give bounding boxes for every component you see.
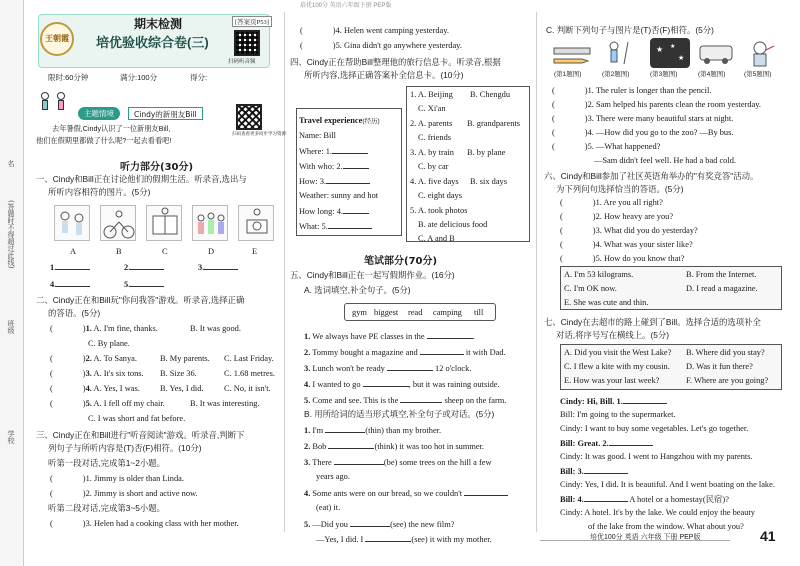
q6-question-2[interactable]: ( )2. How heavy are you? <box>560 212 674 221</box>
q2-row-1-c: C. By plane. <box>88 339 130 348</box>
q2-row-2[interactable]: ( )2. A. To Sanya. <box>50 354 137 363</box>
q2-row-5[interactable]: ( )5. A. I fell off my chair. <box>50 399 165 408</box>
q7-opt-f: F. Where are you going? <box>686 376 769 385</box>
opt-4b: B. six days <box>470 177 507 186</box>
q3-part-2: 听第二段对话,完成第3~5小题。 <box>48 503 166 513</box>
q3-part-1: 听第一段对话,完成第1~2小题。 <box>48 458 166 468</box>
q7-opt-c: C. I flew a kite with my cousin. <box>564 362 670 371</box>
ruler-icon <box>552 42 592 66</box>
q1-stem-1: 一、Cindy和Bill正在讨论他们的假期生活。听录音,选出与 <box>36 174 247 184</box>
letter-a: A <box>70 247 77 256</box>
q2-row-2-c: C. Last Friday. <box>224 354 274 363</box>
opt-3b: B. by plane <box>467 148 506 157</box>
c-item-5[interactable]: ( )5. —What happened? <box>552 142 661 151</box>
card-title: Travel experience(经历) <box>299 116 380 125</box>
exam-subtitle: 培优验收综合卷(三) <box>96 35 209 50</box>
opt-5a: 5. A. took photos <box>410 206 468 215</box>
q5-part-c: C. 判断下列句子与图片是(T)否(F)相符。(5分) <box>546 25 714 35</box>
q2-row-1[interactable]: ( )1. A. I'm fine, thanks. <box>50 324 158 333</box>
dialogue-4[interactable]: Bill: Great. 2. <box>560 438 653 448</box>
caption-5: (第5题图) <box>744 71 772 78</box>
letter-d: D <box>208 247 215 256</box>
card-name: Name: Bill <box>299 131 336 140</box>
camera-icon <box>239 206 275 242</box>
q2-row-4-b: B. Yes, I did. <box>160 384 204 393</box>
q2-row-2-b: B. My parents. <box>160 354 210 363</box>
a-sentence-3[interactable]: 3. Lunch won't be ready 12 o'clock. <box>304 364 472 373</box>
stars-icon <box>650 38 690 68</box>
q3-item-1[interactable]: ( )1. Jimmy is older than Linda. <box>50 474 184 483</box>
qr-code-icon[interactable] <box>234 30 260 56</box>
ruler-pencil-picture <box>552 42 592 66</box>
q4-stem-2: 所听内容,选择正确答案补全信息卡。(10分) <box>304 70 464 80</box>
page-number: 41 <box>760 528 776 544</box>
q1-blank-5[interactable]: 5. <box>124 279 164 289</box>
exam-title: 期末检测 <box>134 17 183 31</box>
column-divider-1 <box>284 12 285 532</box>
word-2: biggest <box>374 308 399 317</box>
q2-row-5-c: C. I was short and fat before. <box>88 414 186 423</box>
opt-5b: B. ate delicious food <box>418 220 488 229</box>
b-sentence-3-cont: years ago. <box>316 472 350 481</box>
word-3: read <box>408 308 423 317</box>
theme-label: 主题情境 <box>78 107 120 120</box>
intro-line-2: 他们在假期里都做了什么呢?一起去看看吧! <box>36 136 172 145</box>
b-sentence-3[interactable]: 3. There (be) some trees on the hill a few <box>304 458 492 467</box>
qr2-caption: 扫码查看更多同步学习资源 <box>232 131 286 136</box>
opt-4a: 4. A. five days <box>410 177 459 186</box>
opt-3c: C. by car <box>418 162 449 171</box>
girl-illustration-icon <box>54 92 68 112</box>
a-sentence-2[interactable]: 2. Tommy bought a magazine and it with Dad. <box>304 348 506 357</box>
a-sentence-5[interactable]: 5. Come and see. This is the sheep on the farm. <box>304 396 507 405</box>
dialogue-3: Cindy: I want to buy some vegetables. Let's go together. <box>560 424 749 433</box>
footer-text: 培优100分 英语 六年级 下册 PEP版 <box>590 534 701 541</box>
svg-text:★: ★ <box>678 54 685 62</box>
q6-answer-b: B. From the Internet. <box>686 270 757 279</box>
word-5: till <box>474 308 484 317</box>
card-where[interactable]: Where: 1. <box>299 146 368 156</box>
q6-question-3[interactable]: ( )3. What did you do yesterday? <box>560 226 698 235</box>
q1-stem-2: 所听内容相符的图片。(5分) <box>48 187 151 197</box>
letter-b: B <box>116 247 122 256</box>
top-strip: 培优100分 英语六年级下册 PEP版 <box>300 3 392 9</box>
q1-blank-3[interactable]: 3. <box>198 262 238 272</box>
margin-name: 名 <box>7 160 15 167</box>
q6-question-1[interactable]: ( )1. Are you all right? <box>560 198 663 207</box>
time-limit: 限时:60分钟 <box>48 73 89 82</box>
q6-stem-2: 为下列问句选择恰当的答语。(5分) <box>556 184 684 194</box>
q1-blank-4[interactable]: 4. <box>50 279 90 289</box>
opt-1c: C. Xi'an <box>418 104 446 113</box>
card-what[interactable]: What: 5. <box>299 221 372 231</box>
binding-margin <box>0 0 24 566</box>
b-sentence-5-reply[interactable]: —Yes, I did. I (see) it with my mother. <box>316 535 492 544</box>
q7-stem-2: 对话,将序号写在横线上。(5分) <box>556 330 670 340</box>
q2-row-4[interactable]: ( )4. A. Yes, I was. <box>50 384 140 393</box>
q7-opt-d: D. Was it fun there? <box>686 362 753 371</box>
q7-opt-e: E. How was your last week? <box>564 376 660 385</box>
q7-stem-1: 七、Cindy在去超市的路上碰到了Bill。选择合适的选项补全 <box>544 317 761 327</box>
opt-3a: 3. A. by train <box>410 148 454 157</box>
caption-3: (第3题图) <box>650 71 678 78</box>
intro-line-1: 去年暑假,Cindy认识了一位新朋友Bill, <box>52 124 171 133</box>
opt-1b: B. Chengdu <box>470 90 511 99</box>
q6-answer-a: A. I'm 53 kilograms. <box>564 270 634 279</box>
dialogue-9: Cindy: A hotel. It's by the lake. We could enjoy the beauty <box>560 508 755 517</box>
opt-2c: C. friends <box>418 133 452 142</box>
picture-d <box>192 205 228 241</box>
caption-4: (第4题图) <box>698 71 726 78</box>
a-sentence-1[interactable]: 1. We always have PE classes in the . <box>304 332 475 341</box>
q2-row-1-b: B. It was good. <box>190 324 241 333</box>
q7-opt-a: A. Did you visit the West Lake? <box>564 348 672 357</box>
dialogue-8[interactable]: Bill: 4. A hotel or a homestay(民宿)? <box>560 495 729 504</box>
brand-logo: 王朝霞 <box>40 22 74 56</box>
q6-question-5[interactable]: ( )5. How do you know that? <box>560 254 685 263</box>
b-sentence-5[interactable]: 5. —Did you (see) the new film? <box>304 520 455 529</box>
thermometer-icon <box>744 38 780 68</box>
q2-row-3[interactable]: ( )3. A. It's six tons. <box>50 369 144 378</box>
svg-text:★: ★ <box>656 45 664 54</box>
bus-picture <box>698 42 734 66</box>
bike-icon <box>101 206 137 242</box>
q6-answer-d: D. I read a magazine. <box>686 284 758 293</box>
q3-stem-2: 列句子与所听内容是(T)否(F)相符。(10分) <box>48 443 202 453</box>
opt-2b: B. grandparents <box>467 119 521 128</box>
q7-opt-b: B. Where did you stay? <box>686 348 765 357</box>
b-sentence-4[interactable]: 4. Some ants were on our bread, so we couldn't <box>304 488 508 498</box>
opt-1a: 1. A. Beijing <box>410 90 453 99</box>
dialogue-10: of the lake from the window. What about you? <box>588 522 744 531</box>
q1-blank-2[interactable]: 2. <box>124 262 164 272</box>
resource-qr-icon[interactable] <box>236 104 262 130</box>
c-item-1[interactable]: ( )1. The ruler is longer than the pencil. <box>552 86 712 95</box>
score-got: 得分: <box>190 73 208 82</box>
answer-reference: [答案页P53] <box>232 16 272 27</box>
dialogue-1[interactable]: Cindy: Hi, Bill. 1. <box>560 396 667 406</box>
letter-c: C <box>162 247 168 256</box>
q2-stem-2: 的答语。(5分) <box>48 308 101 318</box>
b-sentence-2[interactable]: 2. Bob (think) it was too hot in summer. <box>304 442 485 451</box>
a-sentence-4[interactable]: 4. I wanted to go , but it was raining outside. <box>304 380 500 389</box>
opt-2a: 2. A. parents <box>410 119 453 128</box>
q4-stem-1: 四、Cindy正在帮助Bill整理他的旅行信息卡。听录音,根据 <box>290 57 501 67</box>
c-item-5-reply: —Sam didn't feel well. He had a bad cold. <box>594 156 736 165</box>
margin-school: 学校 <box>7 430 15 444</box>
q2-row-3-c: C. 1.68 metres. <box>224 369 275 378</box>
q3-item-5[interactable]: ( )5. Gina didn't go anywhere yesterday. <box>300 41 462 50</box>
picture-a <box>54 205 90 241</box>
q6-answer-c: C. I'm OK now. <box>564 284 617 293</box>
q5-stem: 五、Cindy和Bill正在一起写假期作业。(16分) <box>290 270 455 280</box>
bus-icon <box>698 42 734 66</box>
children-group-icon <box>193 206 229 242</box>
caption-2: (第2题图) <box>602 71 630 78</box>
dialogue-7: Cindy: Yes, I did. It is beautiful. And I went boating on the lake. <box>560 480 775 489</box>
night-sky-picture <box>650 38 690 68</box>
c-item-3[interactable]: ( )3. There were many beautiful stars at night. <box>552 114 734 123</box>
q6-question-4[interactable]: ( )4. What was your sister like? <box>560 240 693 249</box>
q3-stem-1: 三、Cindy正在和Bill进行"听音阅读"游戏。听录音,判断下 <box>36 430 245 440</box>
book-icon <box>147 206 183 242</box>
full-score: 满分:100分 <box>120 73 158 82</box>
sick-boy-picture <box>744 38 780 68</box>
dialogue-2: Bill: I'm going to the supermarket. <box>560 410 676 419</box>
q5-part-a: A. 选词填空,补全句子。(5分) <box>304 285 411 295</box>
picture-e <box>238 205 274 241</box>
c-item-4[interactable]: ( )4. —How did you go to the zoo? —By bus. <box>552 128 734 137</box>
column-divider-2 <box>536 12 537 532</box>
picture-b <box>100 205 136 241</box>
card-how[interactable]: How: 3. <box>299 176 370 186</box>
theme-name: Cindy的新朋友Bill <box>128 107 203 120</box>
margin-warning: (答题时不得超过此线) <box>7 200 15 269</box>
card-weather: Weather: sunny and hot <box>299 191 379 200</box>
listening-heading: 听力部分(30分) <box>120 162 194 173</box>
picture-c <box>146 205 182 241</box>
c-item-2[interactable]: ( )2. Sam helped his parents clean the room yesterday. <box>552 100 762 109</box>
word-1: gym <box>352 308 367 317</box>
qr-caption: 扫码听音频 <box>228 59 256 65</box>
opt-5c: C. A and B <box>418 234 455 243</box>
b-sentence-1[interactable]: 1. I'm (thin) than my brother. <box>304 426 442 435</box>
q6-stem-1: 六、Cindy和Bill参加了社区英语角举办的"有奖竞答"活动。 <box>544 171 759 181</box>
q2-row-4-c: C. No, it isn't. <box>224 384 271 393</box>
q5-part-b: B. 用所给词的适当形式填空,补全句子或对话。(5分) <box>304 409 495 419</box>
travel-info-card <box>296 108 402 236</box>
broom-icon <box>600 38 640 68</box>
dialogue-6[interactable]: Bill: 3. <box>560 466 628 476</box>
word-4: camping <box>433 308 462 317</box>
writing-heading: 笔试部分(70分) <box>364 256 438 267</box>
q2-row-3-b: B. Size 36. <box>160 369 197 378</box>
boy-illustration-icon <box>38 92 52 112</box>
q1-blank-1[interactable]: 1. <box>50 262 90 272</box>
cleaning-picture <box>600 38 640 68</box>
q2-stem-1: 二、Cindy正在和Bill玩"你问我答"游戏。听录音,选择正确 <box>36 295 245 305</box>
caption-1: (第1题图) <box>554 71 582 78</box>
letter-e: E <box>252 247 258 256</box>
q3-item-4[interactable]: ( )4. Helen went camping yesterday. <box>300 26 450 35</box>
opt-4c: C. eight days <box>418 191 462 200</box>
kids-playing-icon <box>55 206 91 242</box>
card-how-long[interactable]: How long: 4. <box>299 206 369 216</box>
dialogue-5: Cindy: It was good. I went to Hangzhou with my parents. <box>560 452 753 461</box>
q3-item-2[interactable]: ( )2. Jimmy is short and active now. <box>50 489 198 498</box>
card-with-who[interactable]: With who: 2. <box>299 161 369 171</box>
q6-answer-e: E. She was cute and thin. <box>564 298 649 307</box>
margin-class: 班级 <box>7 320 15 334</box>
q3-item-3[interactable]: ( )3. Helen had a cooking class with her mother. <box>50 519 239 528</box>
svg-text:★: ★ <box>670 44 676 50</box>
b-sentence-4-cont: (eat) it. <box>316 503 341 512</box>
q2-row-5-b: B. It was interesting. <box>190 399 260 408</box>
